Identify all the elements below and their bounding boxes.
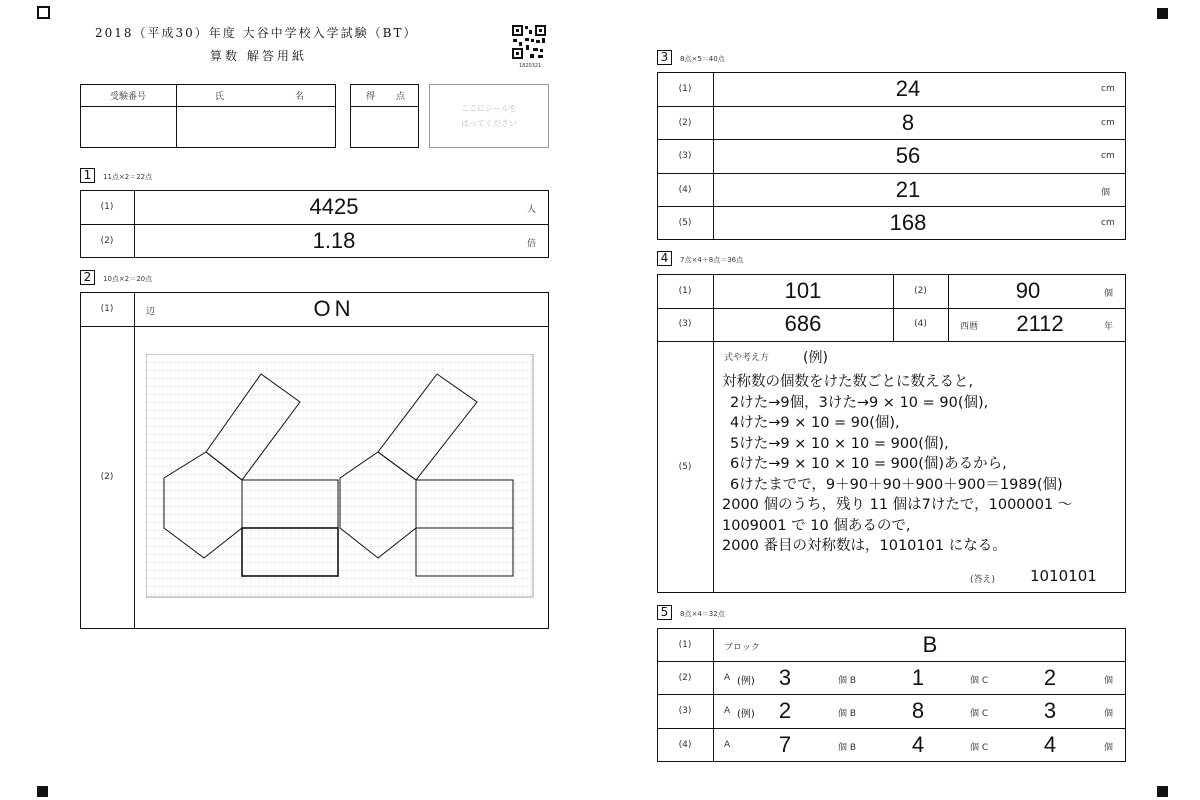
answer-value: 90 — [1015, 278, 1041, 303]
answer-value: 101 — [784, 278, 822, 303]
answer-value: 4425 — [309, 194, 359, 219]
era-prefix: 西暦 — [960, 322, 979, 332]
answer-value: 3 — [1043, 698, 1057, 723]
answer-value: 168 — [889, 210, 927, 235]
points-note: 7点×4＋8点＝36点 — [680, 256, 744, 264]
name-label-2: 名 — [295, 92, 305, 102]
work-line: 2けた→9個，3けた→9 × 10 = 90(個), — [730, 394, 989, 411]
unit-label: 個 — [1104, 709, 1114, 719]
answer-value: 21 — [895, 177, 921, 202]
qr-code-icon — [511, 24, 547, 60]
row-label: (4) — [678, 185, 692, 195]
answer-value: 4 — [911, 732, 925, 757]
answer-value: 1.18 — [312, 228, 356, 253]
score-label-2: 点 — [396, 92, 406, 102]
answer-value: 8 — [911, 698, 925, 723]
points-note: 10点×2＝20点 — [103, 275, 153, 283]
answer-value: 1 — [911, 665, 925, 690]
answer-value: 4 — [1043, 732, 1057, 757]
example-mark: (例) — [737, 676, 755, 687]
row-label: (1) — [678, 286, 692, 296]
unit-label: 年 — [1104, 322, 1114, 332]
count-a-label: A — [724, 673, 731, 683]
registration-mark — [37, 786, 48, 797]
seal-note-1: ここにシールを — [461, 104, 517, 113]
row-label: (5) — [678, 218, 692, 228]
work-heading: 式や考え方 — [724, 353, 770, 363]
row-label: (5) — [678, 462, 692, 472]
work-line: 6けたまでで，9＋90＋90＋900＋900＝1989(個) — [730, 476, 1063, 493]
question-number: 5 — [657, 605, 672, 620]
count-b-label: 個 B — [838, 676, 857, 686]
answer-value: 8 — [901, 110, 915, 135]
unit-label: 個 — [1101, 188, 1111, 198]
unit-label: 倍 — [527, 239, 537, 249]
row-label: (4) — [678, 740, 692, 750]
question-number: 2 — [80, 270, 95, 285]
sheet-subtitle: 算数 解答用紙 — [210, 49, 307, 63]
question-number: 4 — [657, 251, 672, 266]
name-label-1: 氏 — [215, 92, 225, 102]
unit-label: cm — [1101, 218, 1115, 228]
row-label: (1) — [678, 84, 692, 94]
work-lines — [722, 372, 1122, 557]
work-line: 4けた→9 × 10 = 90(個), — [730, 415, 900, 431]
work-line: 対称数の個数をけた数ごとに数えると, — [722, 374, 974, 390]
net-diagram — [146, 354, 534, 598]
row-label: (1) — [100, 202, 114, 212]
count-b-label: 個 B — [838, 743, 857, 753]
sheet-code: 1820321 — [519, 63, 542, 69]
count-a-label: A — [724, 706, 731, 716]
row-label: (2) — [100, 236, 114, 246]
row-label: (4) — [914, 319, 927, 329]
unit-label: 個 — [1104, 743, 1114, 753]
score-box — [350, 84, 419, 148]
unit-label: cm — [1101, 84, 1115, 94]
work-line: 2000 個のうち，残り 11 個は7けたで，1000001 〜 — [722, 497, 1073, 513]
answer-value: 2 — [1043, 665, 1057, 690]
block-prefix: ブロック — [724, 643, 760, 653]
registration-mark — [1157, 786, 1168, 797]
row-label: (1) — [100, 304, 114, 314]
answer-label: (答え) — [970, 575, 996, 585]
points-note: 11点×2＝22点 — [103, 173, 153, 181]
unit-label: cm — [1101, 118, 1115, 128]
answer-value: 24 — [895, 76, 921, 101]
unit-label: 個 — [1104, 289, 1114, 299]
row-label: (3) — [678, 151, 692, 161]
answer-value: 56 — [895, 143, 921, 168]
example-mark: (例) — [737, 709, 755, 720]
unit-label: cm — [1101, 151, 1115, 161]
unit-label: 人 — [527, 205, 537, 215]
row-label: (2) — [914, 286, 927, 296]
points-note: 8点×4＝32点 — [680, 610, 725, 618]
registration-mark — [1157, 8, 1168, 19]
row-label: (2) — [678, 673, 692, 683]
row-label: (2) — [100, 472, 114, 482]
row-label: (3) — [678, 706, 692, 716]
work-line: 5けた→9 × 10 × 10 = 900(個), — [730, 435, 949, 452]
question-number: 3 — [657, 50, 672, 65]
edge-prefix: 辺 — [146, 307, 156, 317]
row-label: (3) — [678, 319, 692, 329]
row-label: (1) — [678, 640, 692, 650]
count-a-label: A — [724, 740, 731, 750]
count-b-label: 個 B — [838, 709, 857, 719]
score-label-1: 得 — [366, 92, 376, 102]
answer-value: 2112 — [1016, 311, 1064, 336]
work-line: 1009001 で 10 個あるので, — [722, 517, 911, 534]
exam-number-label: 受験番号 — [109, 92, 146, 102]
seal-note-2: はってください — [461, 119, 517, 128]
count-c-label: 個 C — [970, 676, 989, 686]
points-note: 8点×5＝40点 — [680, 55, 725, 63]
work-line: 2000 番目の対称数は，1010101 になる。 — [722, 538, 1007, 554]
row-label: (2) — [678, 118, 692, 128]
example-label: (例) — [803, 350, 828, 366]
final-answer: 1010101 — [1030, 567, 1097, 585]
work-line: 6けた→9 × 10 × 10 = 900(個)あるから, — [730, 456, 1007, 472]
question-number: 1 — [80, 168, 95, 183]
answer-value: B — [922, 632, 938, 657]
count-c-label: 個 C — [970, 709, 989, 719]
count-c-label: 個 C — [970, 743, 989, 753]
answer-value: 2 — [778, 698, 792, 723]
unit-label: 個 — [1104, 676, 1114, 686]
seal-box — [429, 84, 549, 148]
answer-value: 686 — [784, 311, 822, 336]
answer-value: ON — [313, 296, 355, 321]
registration-mark-open — [37, 6, 50, 19]
answer-value: 3 — [778, 665, 792, 690]
answer-value: 7 — [778, 732, 792, 757]
exam-title: 2018（平成30）年度 大谷中学校入学試験（BT） — [95, 26, 418, 40]
